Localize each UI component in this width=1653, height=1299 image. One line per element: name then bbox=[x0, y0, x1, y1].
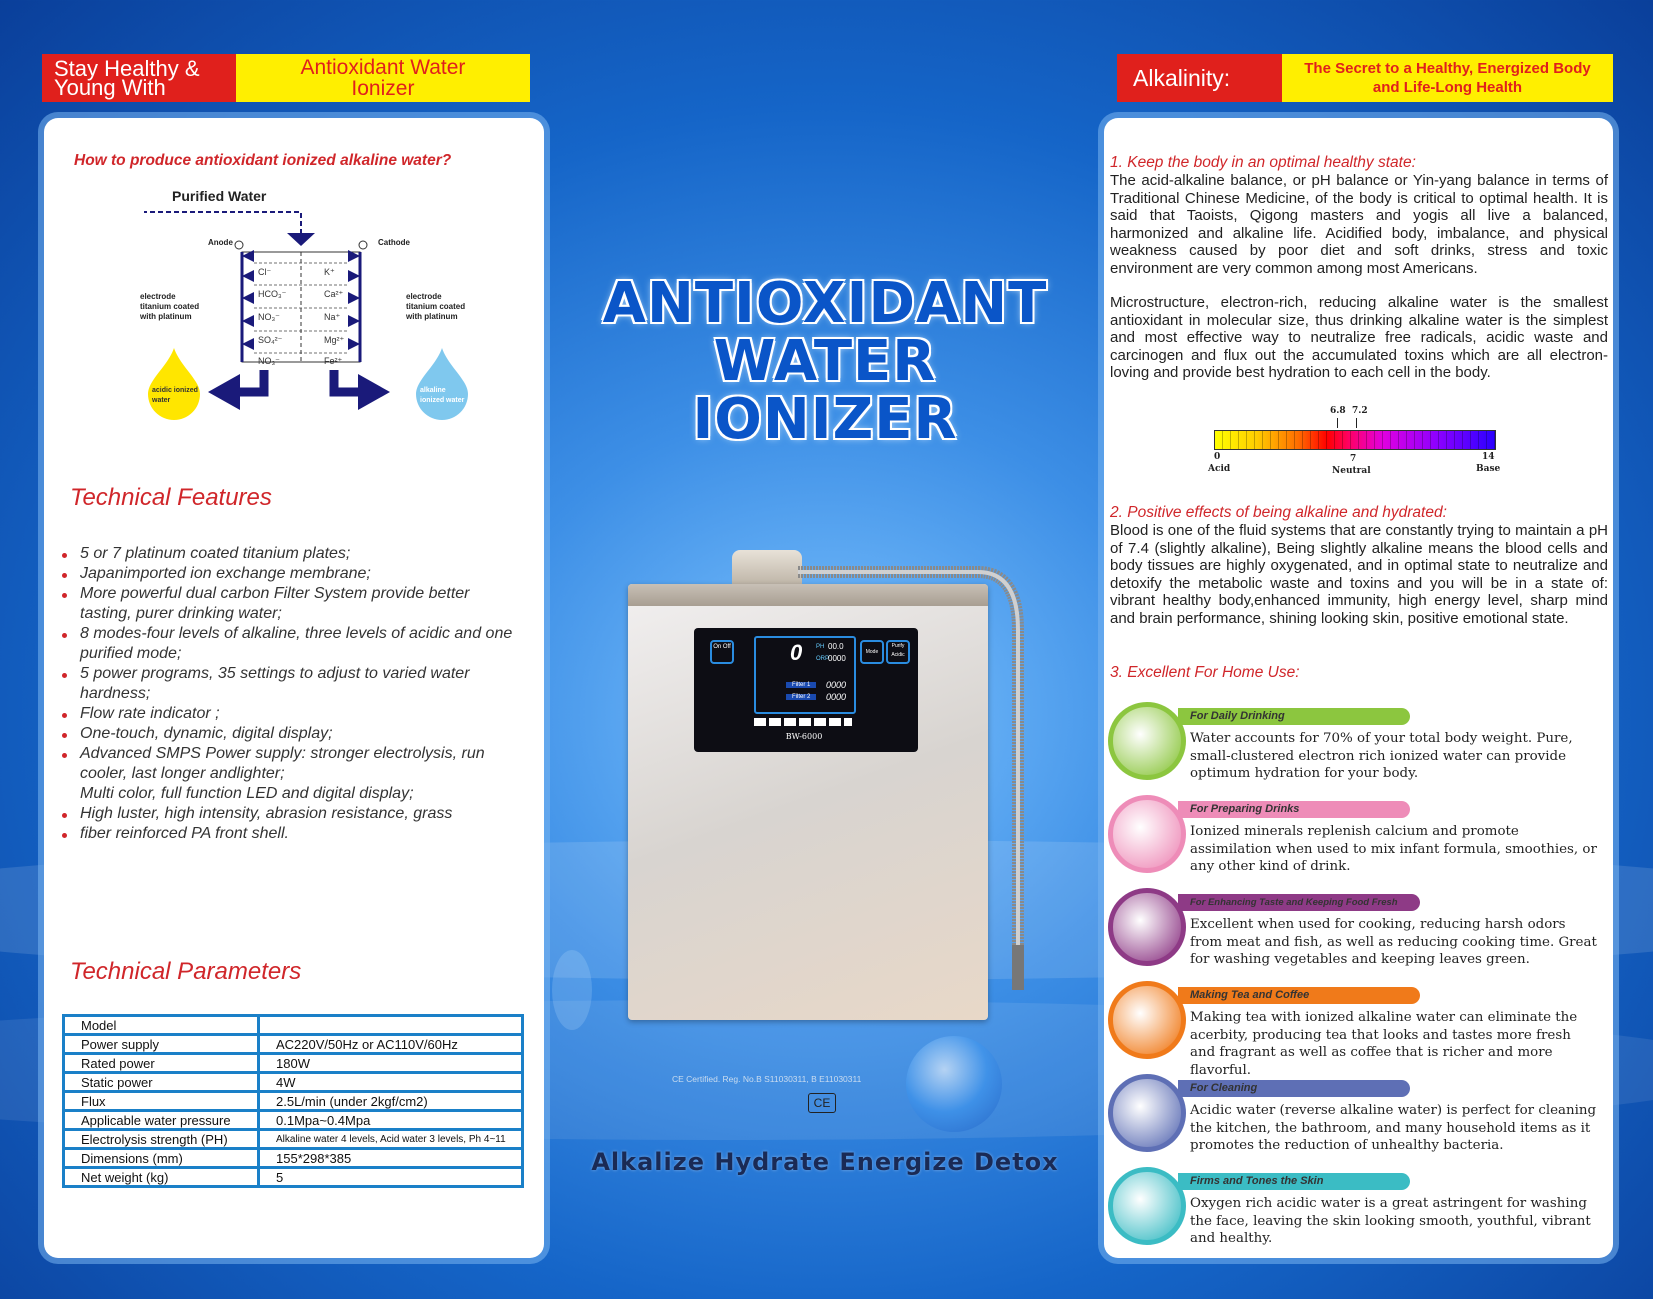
section2-paragraph: Blood is one of the fluid systems that are constantly trying to maintain a pH of 7.4 (slightly alkaline), Being slightly alkaline means the blood cells and body tissues are highly oxygenated, and in optimal state to neutralize and detoxify the metabolic waste and toxins and you will be in a state of: vibrant healthy body,enhanced immunity, high energy level, sharp mind and brain performance, shining looking skin, positive emotional state. bbox=[1110, 522, 1608, 627]
parameter-value: 0.1Mpa~0.4Mpa bbox=[259, 1111, 523, 1130]
ph-max-label: Base bbox=[1476, 464, 1501, 474]
home-use-text: Oxygen rich acidic water is a great astringent for washing the face, leaving the skin looking smooth, youthful, vibrant and healthy. bbox=[1190, 1196, 1591, 1246]
anion-label: NO₃⁻ bbox=[258, 356, 280, 366]
section3-title: 3. Excellent For Home Use: bbox=[1110, 664, 1300, 681]
home-use-photo bbox=[1108, 795, 1186, 873]
right-banner-red: Alkalinity: bbox=[1117, 54, 1282, 102]
home-use-item bbox=[1108, 702, 1608, 786]
production-question: How to produce antioxidant ionized alkaline water? bbox=[74, 152, 452, 169]
home-use-photo bbox=[1108, 1074, 1186, 1152]
device-body bbox=[628, 584, 988, 1020]
on-off-button[interactable]: On Off bbox=[710, 640, 734, 664]
left-header-banner bbox=[42, 54, 530, 102]
acidic-water-label: acidic ionized water bbox=[152, 387, 198, 404]
right-banner-yellow: The Secret to a Healthy, Energized Body and Life-Long Health bbox=[1282, 54, 1613, 102]
left-panel bbox=[44, 118, 544, 1258]
cation-label: Ca²⁺ bbox=[324, 289, 344, 299]
home-use-item bbox=[1108, 795, 1608, 879]
feature-item: More powerful dual carbon Filter System provide better tasting, purer drinking water; bbox=[62, 584, 522, 624]
bubble bbox=[552, 950, 592, 1030]
home-use-title: Making Tea and Coffee bbox=[1178, 987, 1420, 1004]
parameter-value: AC220V/50Hz or AC110V/60Hz bbox=[259, 1035, 523, 1054]
ph-max: 14 bbox=[1482, 452, 1495, 462]
features-title: Technical Features bbox=[70, 484, 272, 511]
lcd-ph-value: 00.0 bbox=[828, 642, 844, 651]
home-use-title: For Daily Drinking bbox=[1178, 708, 1410, 725]
home-use-photo bbox=[1108, 702, 1186, 780]
ph-min-label: Acid bbox=[1208, 464, 1231, 474]
parameter-value bbox=[259, 1016, 523, 1035]
feature-item: 5 or 7 platinum coated titanium plates; bbox=[62, 544, 522, 564]
cation-label: Mg²⁺ bbox=[324, 335, 345, 345]
home-use-title: Firms and Tones the Skin bbox=[1178, 1173, 1410, 1190]
parameter-name: Rated power bbox=[64, 1054, 259, 1073]
parameter-name: Net weight (kg) bbox=[64, 1168, 259, 1187]
parameter-name: Electrolysis strength (PH) bbox=[64, 1130, 259, 1149]
ph-marker-high: 7.2 bbox=[1352, 406, 1368, 416]
purify-button[interactable]: Purify Acidic bbox=[886, 640, 910, 664]
ionizer-device bbox=[628, 550, 998, 1020]
diagram-graphic bbox=[144, 188, 504, 468]
right-header-banner bbox=[1117, 54, 1613, 102]
cation-label: K⁺ bbox=[324, 267, 335, 277]
anode-label: Anode bbox=[208, 238, 233, 247]
lcd-digit: 0 bbox=[790, 640, 803, 665]
parameter-row bbox=[64, 1092, 523, 1111]
center-title-line2: WATER IONIZER bbox=[692, 329, 958, 452]
parameter-value: Alkaline water 4 levels, Acid water 3 levels, Ph 4~11 bbox=[259, 1130, 523, 1149]
parameter-value: 180W bbox=[259, 1054, 523, 1073]
bubble bbox=[906, 1036, 1002, 1132]
parameter-value: 155*298*385 bbox=[259, 1149, 523, 1168]
section1-paragraph2: Microstructure, electron-rich, reducing alkaline water is the smallest antioxidant in molecular size, thus drinking alkaline water is the simplest and most effective way to neutralize free radicals, acidic waste and carcinogen and flux out the accumulated toxins which are all electron-loving and provide best hydration to each cell in the body. bbox=[1110, 294, 1608, 381]
center-slogan: Alkalize Hydrate Energize Detox bbox=[591, 1148, 1059, 1176]
feature-item: Flow rate indicator ; bbox=[62, 704, 522, 724]
left-banner-yellow: Antioxidant Water Ionizer bbox=[236, 54, 530, 102]
home-use-photo bbox=[1108, 981, 1186, 1059]
parameter-row bbox=[64, 1016, 523, 1035]
feature-item: Japanimported ion exchange membrane; bbox=[62, 564, 522, 584]
parameter-name: Dimensions (mm) bbox=[64, 1149, 259, 1168]
feature-item: fiber reinforced PA front shell. bbox=[62, 824, 522, 844]
home-use-photo bbox=[1108, 1167, 1186, 1245]
parameter-value: 4W bbox=[259, 1073, 523, 1092]
home-use-text: Ionized minerals replenish calcium and promote assimilation when used to mix infant formula, smoothies, or any other kind of drink. bbox=[1190, 824, 1597, 874]
home-use-item bbox=[1108, 888, 1608, 972]
home-use-item bbox=[1108, 981, 1608, 1078]
home-use-item bbox=[1108, 1167, 1608, 1251]
section1-paragraph1: The acid-alkaline balance, or pH balance or Yin-yang balance in terms of Traditional Chinese Medicine, of the body is critical to optimal health. It is said that Taoists, Qigong masters and yogis all live a balanced, harmonized and alkaline life. Acidified body, imbalance, and physical weakness caused by poor diet and soft drinks, stress and toxic environment are very common among most Americans. bbox=[1110, 172, 1608, 277]
cathode-label: Cathode bbox=[378, 238, 410, 247]
home-use-title: For Preparing Drinks bbox=[1178, 801, 1410, 818]
anion-label: Cl⁻ bbox=[258, 267, 272, 277]
ph-arrow bbox=[1337, 418, 1338, 428]
feature-item: One-touch, dynamic, digital display; bbox=[62, 724, 522, 744]
parameter-value: 5 bbox=[259, 1168, 523, 1187]
device-control-panel bbox=[694, 628, 918, 752]
section1-title: 1. Keep the body in an optimal healthy state: bbox=[1110, 154, 1416, 171]
parameter-name: Static power bbox=[64, 1073, 259, 1092]
lcd-filter2-label: Filter 2 bbox=[786, 694, 816, 700]
ph-arrow bbox=[1356, 418, 1357, 428]
home-use-text: Making tea with ionized alkaline water can eliminate the acerbity, producing tea that looks and tastes more fresh and fragrant as well as coffee that is richer and more flavorful. bbox=[1190, 1010, 1578, 1078]
center-title-line1: ANTIOXIDANT bbox=[602, 271, 1048, 336]
parameter-row bbox=[64, 1073, 523, 1092]
home-use-title: For Enhancing Taste and Keeping Food Fresh bbox=[1178, 894, 1420, 911]
feature-item: 8 modes-four levels of alkaline, three levels of acidic and one purified mode; bbox=[62, 624, 522, 664]
ph-marker-low: 6.8 bbox=[1330, 406, 1346, 416]
parameter-row bbox=[64, 1168, 523, 1187]
anion-label: HCO₃⁻ bbox=[258, 289, 287, 299]
device-top-edge bbox=[628, 584, 988, 606]
feature-item: 5 power programs, 35 settings to adjust to varied water hardness; bbox=[62, 664, 522, 704]
parameters-table bbox=[62, 1014, 524, 1188]
home-use-text: Water accounts for 70% of your total body weight. Pure, small-clustered electron rich ionized water can provide optimum hydration for your body. bbox=[1190, 731, 1573, 781]
parameter-value: 2.5L/min (under 2kgf/cm2) bbox=[259, 1092, 523, 1111]
home-use-title: For Cleaning bbox=[1178, 1080, 1410, 1097]
features-list bbox=[62, 544, 522, 844]
feature-item: Advanced SMPS Power supply: stronger electrolysis, run cooler, last longer andlighter; bbox=[62, 744, 522, 784]
left-banner-red: Stay Healthy & Young With bbox=[42, 54, 236, 102]
home-use-text: Excellent when used for cooking, reducing harsh odors from meat and fish, as well as reducing cooking time. Great for washing vegetables and keeping leaves green. bbox=[1190, 917, 1597, 967]
certification-text: CE Certified. Reg. No.B S11030311, B E11030311 bbox=[672, 1074, 862, 1084]
lcd-orp-value: 0000 bbox=[828, 654, 846, 663]
device-model-label: BW-6000 bbox=[785, 732, 823, 741]
ph-gradient-bar bbox=[1214, 430, 1496, 450]
ph-scale bbox=[1208, 406, 1524, 486]
ph-min: 0 bbox=[1214, 452, 1221, 462]
section2-title: 2. Positive effects of being alkaline and hydrated: bbox=[1110, 504, 1447, 521]
center-title bbox=[585, 271, 1065, 452]
parameter-name: Model bbox=[64, 1016, 259, 1035]
parameter-name: Power supply bbox=[64, 1035, 259, 1054]
parameter-row bbox=[64, 1054, 523, 1073]
device-lcd bbox=[754, 636, 856, 714]
lcd-filter1-label: Filter 1 bbox=[786, 682, 816, 688]
anion-label: NO₃⁻ bbox=[258, 312, 280, 322]
right-panel bbox=[1104, 118, 1613, 1258]
ce-mark: CE bbox=[808, 1093, 836, 1113]
parameter-name: Flux bbox=[64, 1092, 259, 1111]
right-electrode-label: electrode titanium coated with platinum bbox=[406, 292, 466, 321]
home-use-photo bbox=[1108, 888, 1186, 966]
lcd-filter2-value: 0000 bbox=[826, 692, 847, 702]
ph-mid: 7 bbox=[1350, 454, 1357, 464]
alkaline-water-label: alkaline ionized water bbox=[420, 387, 465, 404]
left-electrode-label: electrode titanium coated with platinum bbox=[140, 292, 200, 321]
cation-label: Fe²⁺ bbox=[324, 356, 343, 366]
parameter-row bbox=[64, 1111, 523, 1130]
parameter-row bbox=[64, 1035, 523, 1054]
electrolysis-diagram bbox=[140, 188, 504, 468]
lcd-orp-label: ORP bbox=[816, 656, 830, 662]
home-use-item bbox=[1108, 1074, 1608, 1158]
parameter-row bbox=[64, 1130, 523, 1149]
home-use-text: Acidic water (reverse alkaline water) is perfect for cleaning the kitchen, the bathroom, and many household items as it promotes the reduction of unhealthy bacteria. bbox=[1190, 1103, 1597, 1153]
level-indicator-bar bbox=[754, 718, 852, 726]
parameter-name: Applicable water pressure bbox=[64, 1111, 259, 1130]
home-uses-list bbox=[1108, 702, 1608, 1262]
feature-item: Multi color, full function LED and digital display; bbox=[80, 785, 414, 802]
mode-button[interactable]: Mode bbox=[860, 640, 884, 664]
cation-label: Na⁺ bbox=[324, 312, 341, 322]
anion-label: SO₄²⁻ bbox=[258, 335, 283, 345]
purified-water-label: Purified Water bbox=[172, 188, 267, 204]
ph-mid-label: Neutral bbox=[1332, 466, 1371, 476]
lcd-ph-label: PH bbox=[816, 644, 825, 650]
parameters-title: Technical Parameters bbox=[70, 958, 302, 985]
lcd-filter1-value: 0000 bbox=[826, 680, 847, 690]
parameter-row bbox=[64, 1149, 523, 1168]
feature-item: High luster, high intensity, abrasion resistance, grass bbox=[62, 804, 522, 824]
